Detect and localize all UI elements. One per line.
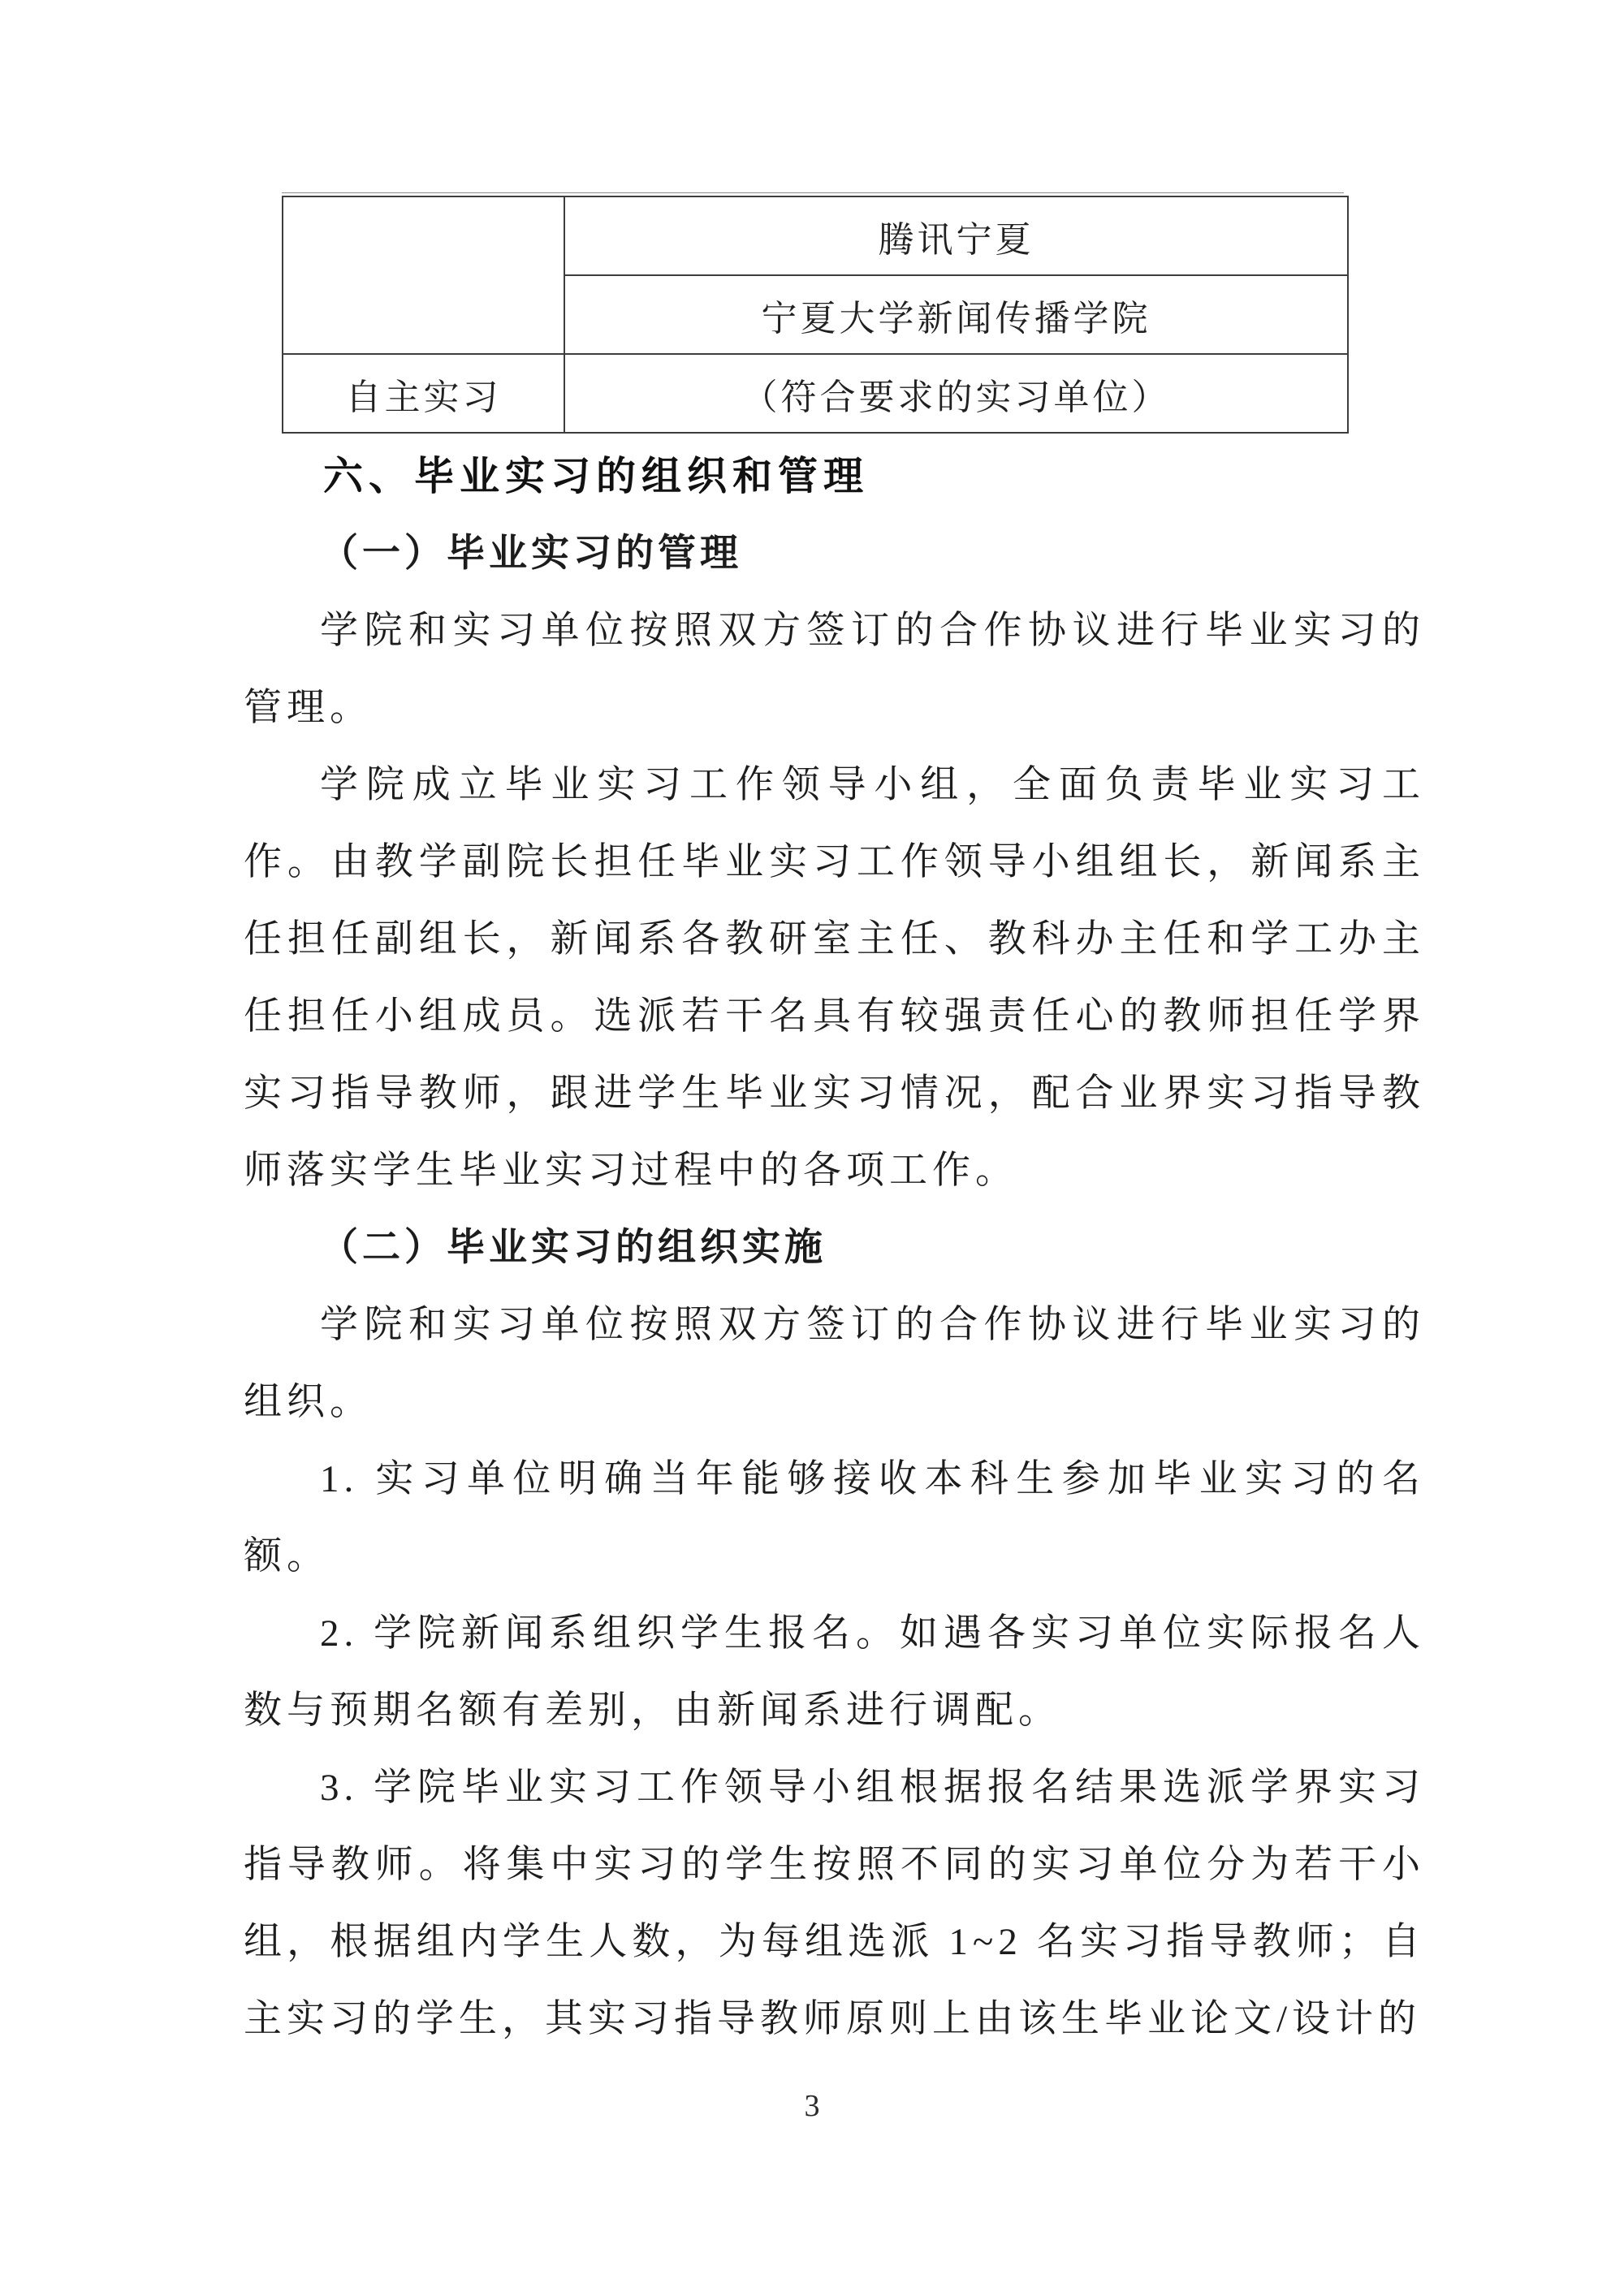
list-item-registration: 2. 学院新闻系组织学生报名。如遇各实习单位实际报名人数与预期名额有差别，由新闻系进行调配。 xyxy=(244,1612,1425,1732)
table-cell-self-internship-label: 自主实习 xyxy=(283,354,564,433)
sub-heading-management: （一）毕业实习的管理 xyxy=(320,533,742,575)
list-item-advisor-assignment: 3. 学院毕业实习工作领导小组根据报名结果选派学界实习指导教师。将集中实习的学生按照不同的实习单位分为若干小组，根据组内学生人数，为每组选派 1~2 名实习指导教师；自主实习的学生，其实习指导教师原则上由该生毕业论文/设计的 xyxy=(244,1767,1425,2040)
table-cell-unit-tencent: 腾讯宁夏 xyxy=(564,196,1348,275)
page-number: 3 xyxy=(804,2089,820,2123)
table-cell-self-internship-value: （符合要求的实习单位） xyxy=(564,354,1348,433)
table-row xyxy=(283,354,1348,433)
table-cell-unit-university: 宁夏大学新闻传播学院 xyxy=(564,275,1348,354)
paragraph-leading-group: 学院成立毕业实习工作领导小组，全面负责毕业实习工作。由教学副院长担任毕业实习工作领导小组组长，新闻系主任担任副组长，新闻系各教研室主任、教科办主任和学工办主任担任小组成员。选派若干名具有较强责任心的教师担任学界实习指导教师，跟进学生毕业实习情况，配合业界实习指导教师落实学生毕业实习过程中的各项工作。 xyxy=(244,764,1425,1192)
paragraph-organization-agreement: 学院和实习单位按照双方签订的合作协议进行毕业实习的组织。 xyxy=(244,1304,1425,1423)
sub-heading-organization: （二）毕业实习的组织实施 xyxy=(320,1227,827,1269)
section-heading: 六、毕业实习的组织和管理 xyxy=(323,455,870,498)
table-row xyxy=(283,196,1348,275)
document-body xyxy=(244,438,1425,2058)
internship-units-table xyxy=(282,196,1349,434)
table-page-break-line xyxy=(282,192,1344,193)
list-item-quota: 1. 实习单位明确当年能够接收本科生参加毕业实习的名额。 xyxy=(244,1458,1425,1577)
table-cell-merged-empty xyxy=(283,196,564,354)
paragraph-management-agreement: 学院和实习单位按照双方签订的合作协议进行毕业实习的管理。 xyxy=(244,610,1425,729)
